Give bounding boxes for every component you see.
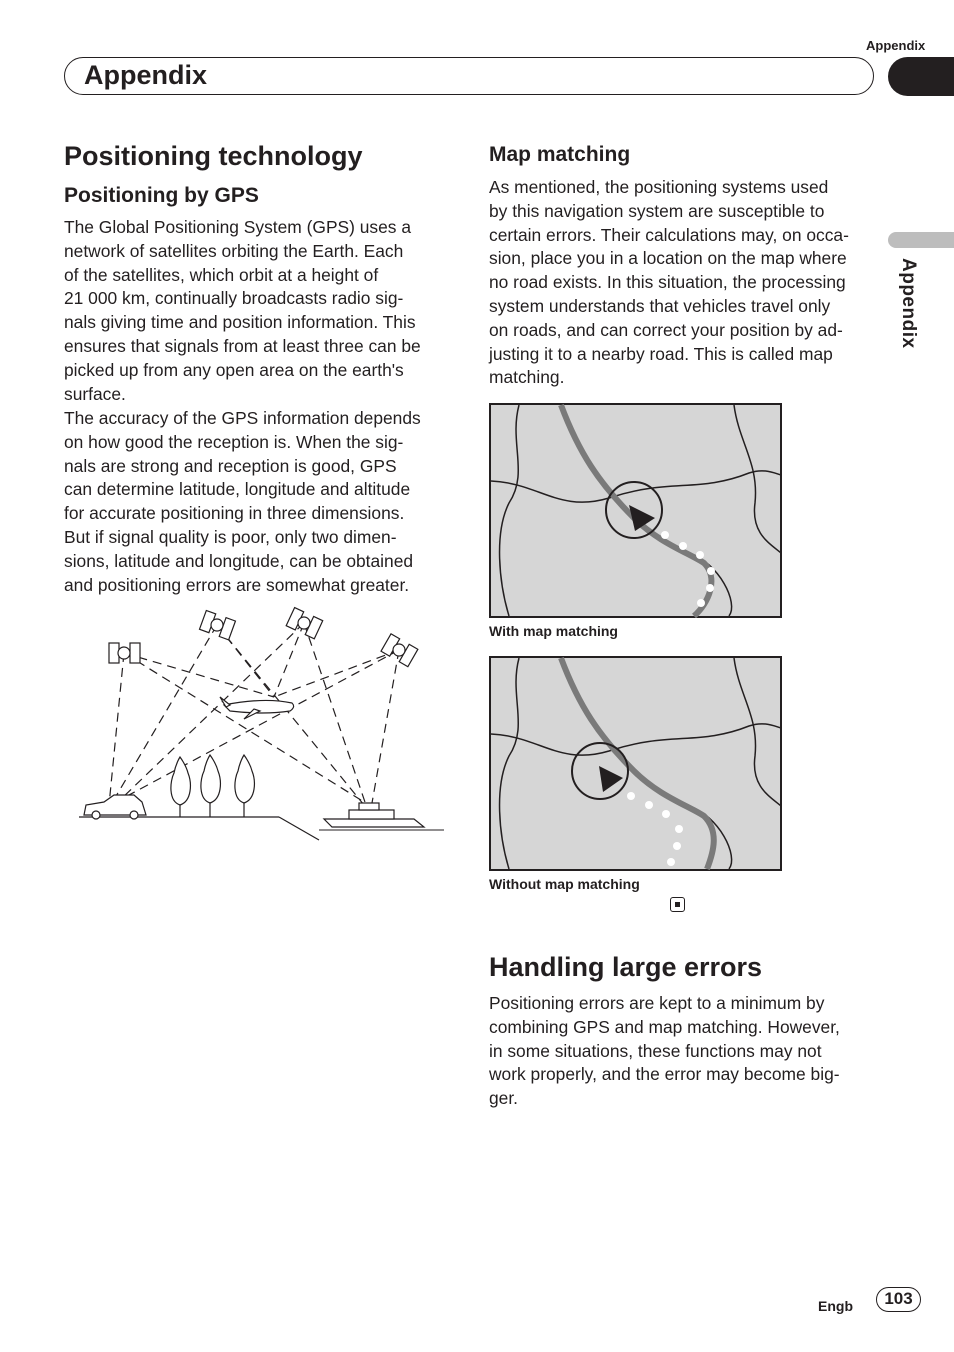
section-title-positioning: Positioning technology: [64, 141, 363, 171]
caption-with-map-matching: With map matching: [489, 623, 618, 639]
gps-paragraph-2: The accuracy of the GPS information depends on how good the reception is. When the sig- nals are strong and reception is good, GPS can determine latitude, longitude and altitude for accurate positioning in three dimensions. But if signal quality is poor, only two dimen- sions, latitude and longitude, can be obtained and positioning errors are somewhat greater.: [64, 408, 421, 595]
gps-illustration: [74, 605, 454, 845]
tree-icon: [171, 755, 254, 817]
language-code: Engb: [818, 1298, 853, 1314]
map-with-matching-figure: [489, 403, 782, 618]
banner-title: Appendix: [84, 60, 208, 90]
airplane-icon: [220, 697, 294, 719]
subsection-title-map-matching: Map matching: [489, 143, 631, 166]
satellite-icon: [109, 608, 418, 667]
side-tab-marker: [888, 232, 954, 248]
car-icon: [84, 795, 146, 819]
end-of-section-icon: [670, 897, 685, 912]
map-without-matching-figure: [489, 656, 782, 871]
gps-paragraph-1: The Global Positioning System (GPS) uses a network of satellites orbiting the Earth. Each of the satellites, which orbit at a height of 21 000 km, continually broadcasts radio sig- nals giving time and position information. This ensures that signals from at least three can be picked up from any open area on the earth's surface.: [64, 217, 421, 404]
page-number: 103: [876, 1287, 921, 1312]
large-errors-paragraph: Positioning errors are kept to a minimum by combining GPS and map matching. However, in some situations, these functions may not work properly, and the error may become big- ger.: [489, 993, 840, 1109]
chapter-tab: [888, 57, 954, 96]
section-title-large-errors: Handling large errors: [489, 952, 763, 982]
caption-without-map-matching: Without map matching: [489, 876, 640, 892]
side-tab-label: Appendix: [898, 258, 919, 349]
ship-icon: [324, 803, 424, 827]
running-header: Appendix: [866, 38, 926, 53]
subsection-title-gps: Positioning by GPS: [64, 184, 259, 207]
map-matching-paragraph: As mentioned, the positioning systems used by this navigation system are susceptible to certain errors. Their calculations may, on occa- sion, place you in a location on the map where no road exists. In this situation, the processing system understands that vehicles travel only on roads, and can correct your position by ad- justing it to a nearby road. This is called map matching.: [489, 177, 849, 388]
